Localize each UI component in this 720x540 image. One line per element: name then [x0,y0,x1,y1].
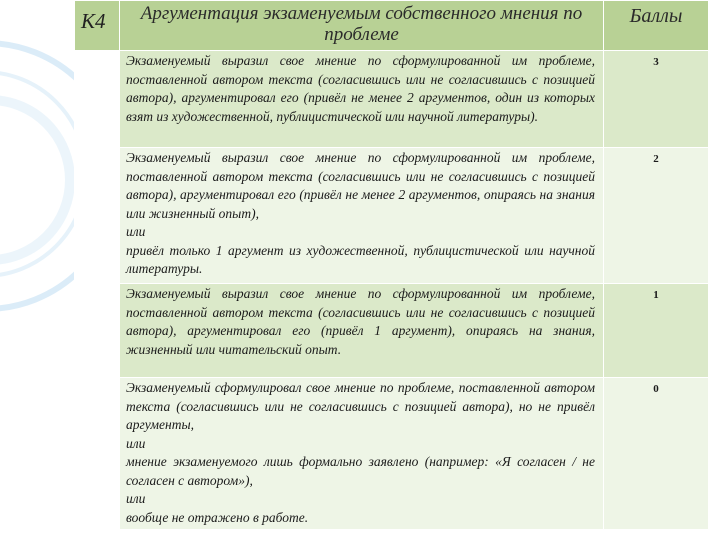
criterion-description: Экзаменуемый выразил свое мнение по сформулированной им проблеме, поставленной автором текста (согласившись или не согласившись с позицией автора), аргументировал его (привёл 1 аргумент), опираясь на знания, жизненный или читательский опыт. [126,286,595,357]
points-header: Баллы [629,5,683,27]
table-row [75,284,709,378]
row-side-cell [75,284,120,378]
points-cell [604,378,709,530]
table-row [75,148,709,284]
criterion-description-cell [120,284,604,378]
points-cell [604,51,709,148]
table-row [75,51,709,148]
column-title-cell [120,1,604,51]
points-cell [604,284,709,378]
points-value: 1 [653,289,659,301]
points-value: 3 [653,56,659,68]
criterion-description-cell [120,51,604,148]
points-value: 2 [653,153,659,165]
assessment-criteria-table [74,0,709,530]
column-title: Аргументация экзаменуемым собственного мнения по проблеме [140,3,583,45]
row-side-cell [75,148,120,284]
criterion-description: Экзаменуемый сформулировал свое мнение по проблеме, поставленной автором текста (согласившись или не согласившись с позицией автора), но не привёл аргументы, или мнение экзаменуемого лишь формально заявлено (например: «Я согласен / не согласен с автором»), или вообще не отражено в работе. [126,380,595,525]
criterion-description: Экзаменуемый выразил свое мнение по сформулированной им проблеме, поставленной автором текста (согласившись или не согласившись с позицией автора), аргументировал его (привёл не менее 2 аргументов, один из которых взят из художественной, публицистической или научной литературы). [126,53,595,124]
criterion-description-cell [120,148,604,284]
criterion-description-cell [120,378,604,530]
row-side-cell [75,378,120,530]
criterion-code: К4 [81,9,106,33]
points-cell [604,148,709,284]
criterion-description: Экзаменуемый выразил свое мнение по сформулированной им проблеме, поставленной автором текста (согласившись или не согласившись с позицией автора), аргументировал его (привёл не менее 2 аргументов, опираясь на знания или жизненный опыт), или привёл только 1 аргумент из художественной, публицистической или научной литературы. [126,150,595,276]
decorative-arc [0,95,75,265]
criterion-code-cell [75,1,120,51]
table-row [75,378,709,530]
table-header-row [75,1,709,51]
points-value: 0 [653,383,659,395]
points-header-cell [604,1,709,51]
row-side-cell [75,51,120,148]
